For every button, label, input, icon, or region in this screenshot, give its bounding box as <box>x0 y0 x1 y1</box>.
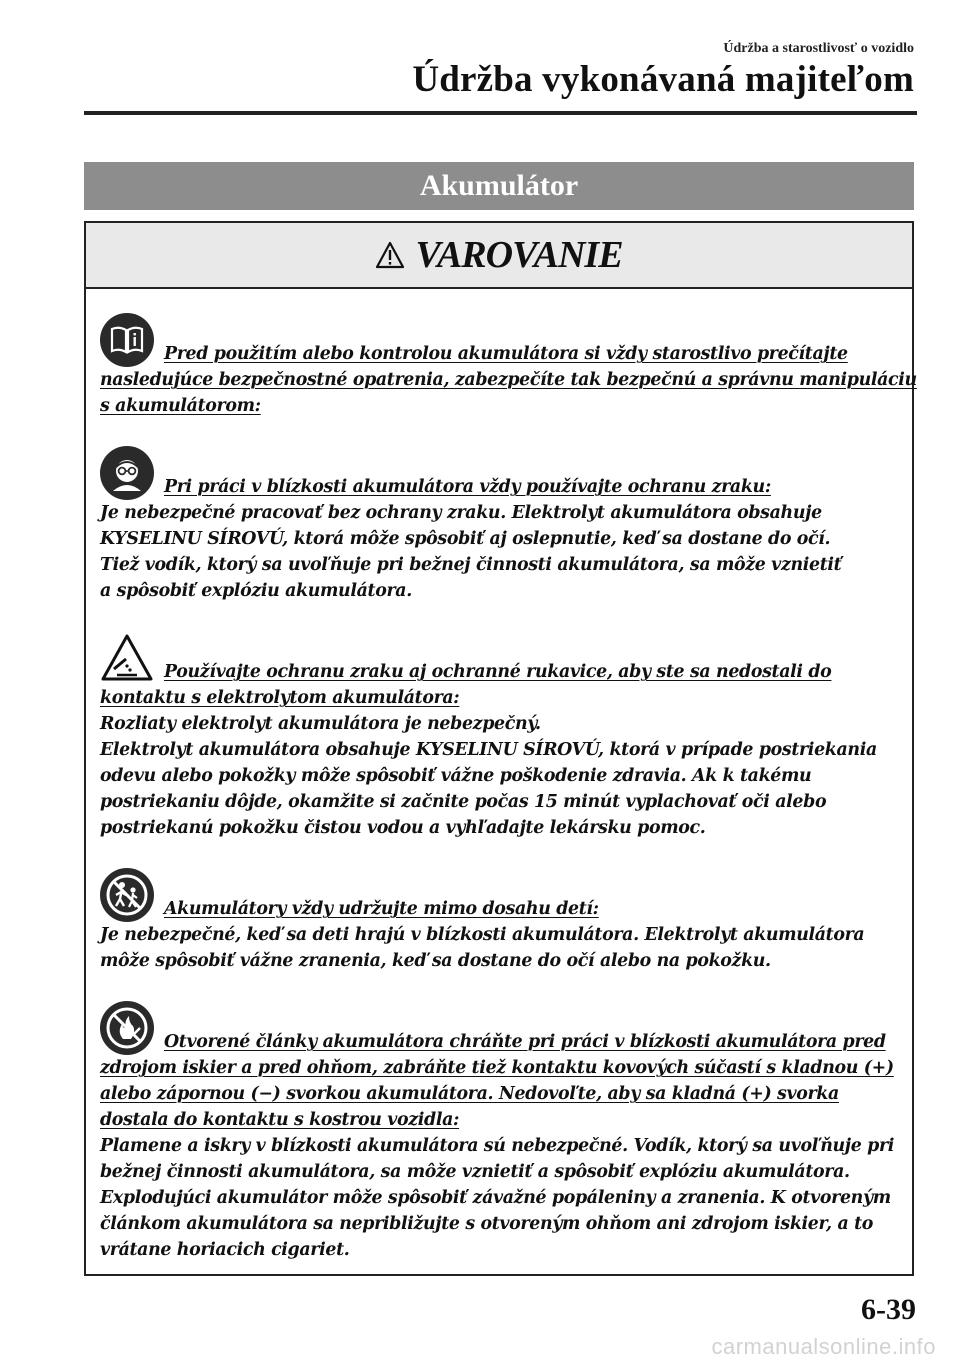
no-open-flame-icon <box>100 1001 154 1055</box>
item-heading-line: s akumulátorom: <box>100 396 261 416</box>
watermark: carmanualsonline.info <box>711 1334 936 1359</box>
item-heading-line: Otvorené články akumulátora chráňte pri práci v blízkosti akumulátora pred <box>164 1032 886 1052</box>
section-title: Akumulátor <box>84 162 914 210</box>
item-heading-line: Akumulátory vždy udržujte mimo dosahu detí: <box>164 899 599 919</box>
item-body-line: Je nebezpečné pracovať bez ochrany zraku. Elektrolyt akumulátora obsahuje <box>100 503 822 523</box>
warning-header <box>86 223 912 289</box>
item-body-line: Elektrolyt akumulátora obsahuje KYSELINU SÍROVÚ, ktorá v prípade postriekania <box>100 740 877 760</box>
item-body-line: článkom akumulátora sa nepribližujte s otvoreným ohňom ani zdrojom iskier, a to <box>100 1214 873 1234</box>
warning-item <box>100 631 898 841</box>
item-body-line: môže spôsobiť vážne zranenia, keď sa dostane do očí alebo na pokožku. <box>100 951 771 971</box>
warning-item <box>100 446 898 604</box>
item-body-line: KYSELINU SÍROVÚ, ktorá môže spôsobiť aj oslepnutie, keď sa dostane do očí. <box>100 529 831 549</box>
warning-item <box>100 313 917 419</box>
item-heading-line: dostala do kontaktu s kostrou vozidla: <box>100 1110 460 1130</box>
item-heading-line: Používajte ochranu zraku aj ochranné rukavice, aby ste sa nedostali do <box>164 662 832 682</box>
warning-label: VAROVANIE <box>415 234 623 276</box>
item-heading-line: alebo zápornou (−) svorkou akumulátora. Nedovoľte, aby sa kladná (+) svorka <box>100 1084 839 1104</box>
item-body-line: Tiež vodík, ktorý sa uvoľňuje pri bežnej činnosti akumulátora, sa môže vznietiť <box>100 555 842 575</box>
item-heading-line: kontaktu s elektrolytom akumulátora: <box>100 688 460 708</box>
chapter-label: Údržba a starostlivosť o vozidlo <box>723 41 914 56</box>
eye-protection-icon <box>100 446 154 500</box>
item-body-line: a spôsobiť explóziu akumulátora. <box>100 581 412 601</box>
item-heading-line: Pred použitím alebo kontrolou akumulátora si vždy starostlivo prečítajte <box>164 344 848 364</box>
warning-triangle-icon <box>375 241 405 269</box>
item-heading-line: Pri práci v blízkosti akumulátora vždy používajte ochranu zraku: <box>164 477 771 497</box>
item-body-line: Je nebezpečné, keď sa deti hrajú v blízkosti akumulátora. Elektrolyt akumulátora <box>100 925 865 945</box>
page-title: Údržba vykonávaná majiteľom <box>412 59 914 100</box>
item-heading-line: zdrojom iskier a pred ohňom, zabráňte tiež kontaktu kovových súčastí s kladnou (+) <box>100 1058 894 1078</box>
item-body-line: Explodujúci akumulátor môže spôsobiť závažné popáleniny a zranenia. K otvoreným <box>100 1188 891 1208</box>
page-number: 6-39 <box>861 1293 916 1326</box>
item-body-line: Plamene a iskry v blízkosti akumulátora sú nebezpečné. Vodík, ktorý sa uvoľňuje pri <box>100 1136 895 1156</box>
item-body-line: postriekanú pokožku čistou vodou a vyhľadajte lekársku pomoc. <box>100 818 706 838</box>
item-heading-line: nasledujúce bezpečnostné opatrenia, zabezpečíte tak bezpečnú a správnu manipuláciu <box>100 370 917 390</box>
manual-info-icon <box>100 313 154 367</box>
keep-away-from-children-icon <box>100 868 154 922</box>
item-body-line: Rozliaty elektrolyt akumulátora je nebezpečný. <box>100 714 541 734</box>
warning-item <box>100 1001 898 1263</box>
warning-body <box>86 289 917 1263</box>
warning-box <box>84 221 917 1276</box>
item-body-line: vrátane horiacich cigariet. <box>100 1240 350 1260</box>
warning-item <box>100 868 898 974</box>
header-rule <box>84 111 917 115</box>
item-body-line: postriekaniu dôjde, okamžite si začnite počas 15 minút vyplachovať oči alebo <box>100 792 827 812</box>
corrosive-warning-icon <box>100 631 154 685</box>
item-body-line: bežnej činnosti akumulátora, sa môže vznietiť a spôsobiť explóziu akumulátora. <box>100 1162 850 1182</box>
item-body-line: odevu alebo pokožky môže spôsobiť vážne poškodenie zdravia. Ak k takému <box>100 766 812 786</box>
